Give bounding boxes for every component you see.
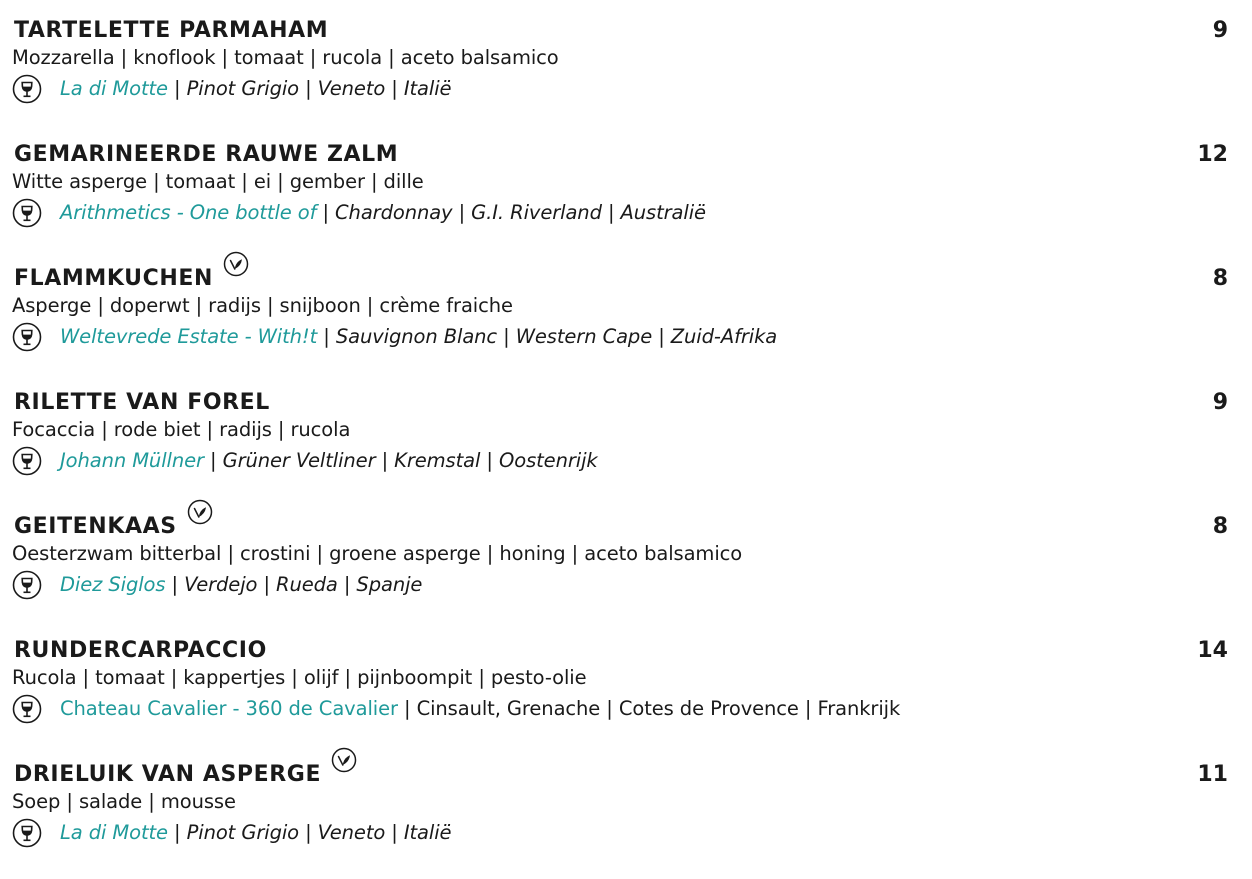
dish-price: 14 [1197, 638, 1228, 663]
wine-name: Arithmetics - One bottle of [60, 201, 317, 224]
wine-name: Johann Müllner [60, 449, 204, 472]
wine-glass-icon [12, 322, 42, 352]
menu-item [12, 132, 1240, 256]
menu-item [12, 628, 1240, 752]
menu-item [12, 504, 1240, 628]
wine-details: | Grüner Veltliner | Kremstal | Oostenrijk [203, 449, 598, 472]
leaf-icon [223, 251, 249, 277]
wine-name: La di Motte [60, 821, 168, 844]
dish-header [12, 504, 1240, 540]
wine-text [60, 73, 451, 105]
menu-item [12, 256, 1240, 380]
dish-description: Witte asperge | tomaat | ei | gember | dille [12, 170, 424, 193]
menu-item [12, 752, 1240, 872]
wine-details: | Pinot Grigio | Veneto | Italië [167, 77, 452, 100]
dish-price: 9 [1212, 18, 1228, 43]
dish-header [12, 256, 1240, 292]
dish-description: Focaccia | rode biet | radijs | rucola [12, 418, 351, 441]
wine-glass-icon [12, 198, 42, 228]
menu-list [12, 8, 1240, 872]
wine-details: | Pinot Grigio | Veneto | Italië [167, 821, 452, 844]
wine-details: | Verdejo | Rueda | Spanje [165, 573, 423, 596]
wine-text [60, 693, 900, 725]
dish-title: GEITENKAAS [14, 499, 213, 540]
dish-description: Mozzarella | knoflook | tomaat | rucola | aceto balsamico [12, 46, 559, 69]
dish-price: 8 [1212, 266, 1228, 291]
dish-price: 11 [1197, 762, 1228, 787]
dish-title: RUNDERCARPACCIO [14, 638, 267, 663]
dish-header [12, 628, 1240, 664]
dish-price: 8 [1212, 514, 1228, 539]
wine-text [60, 445, 598, 477]
wine-glass-icon [12, 818, 42, 848]
dish-title: FLAMMKUCHEN [14, 251, 249, 292]
leaf-icon [187, 499, 213, 525]
wine-details: | Chardonnay | G.I. Riverland | Australië [316, 201, 706, 224]
dish-header [12, 132, 1240, 168]
menu-item [12, 380, 1240, 504]
wine-text [60, 569, 422, 601]
wine-details: | Cinsault, Grenache | Cotes de Provence | Frankrijk [397, 697, 901, 720]
dish-title: TARTELETTE PARMAHAM [14, 18, 329, 43]
wine-name: Diez Siglos [60, 573, 166, 596]
wine-glass-icon [12, 694, 42, 724]
dish-description: Rucola | tomaat | kappertjes | olijf | pijnboompit | pesto-olie [12, 666, 587, 689]
dish-title: DRIELUIK VAN ASPERGE [14, 747, 357, 788]
wine-name: Chateau Cavalier - 360 de Cavalier [60, 697, 398, 720]
menu-item [12, 8, 1240, 132]
wine-text [60, 817, 451, 849]
dish-header [12, 8, 1240, 44]
dish-title: GEMARINEERDE RAUWE ZALM [14, 142, 399, 167]
dish-description: Oesterzwam bitterbal | crostini | groene asperge | honing | aceto balsamico [12, 542, 743, 565]
wine-glass-icon [12, 74, 42, 104]
dish-title: RILETTE VAN FOREL [14, 390, 270, 415]
wine-details: | Sauvignon Blanc | Western Cape | Zuid-Afrika [317, 325, 778, 348]
dish-description: Soep | salade | mousse [12, 790, 236, 813]
wine-text [60, 197, 706, 229]
wine-name: La di Motte [60, 77, 168, 100]
wine-text [60, 321, 777, 353]
wine-name: Weltevrede Estate - With!t [60, 325, 318, 348]
wine-glass-icon [12, 446, 42, 476]
leaf-icon [331, 747, 357, 773]
dish-header [12, 752, 1240, 788]
dish-price: 12 [1197, 142, 1228, 167]
dish-price: 9 [1212, 390, 1228, 415]
wine-glass-icon [12, 570, 42, 600]
dish-description: Asperge | doperwt | radijs | snijboon | crème fraiche [12, 294, 513, 317]
dish-header [12, 380, 1240, 416]
